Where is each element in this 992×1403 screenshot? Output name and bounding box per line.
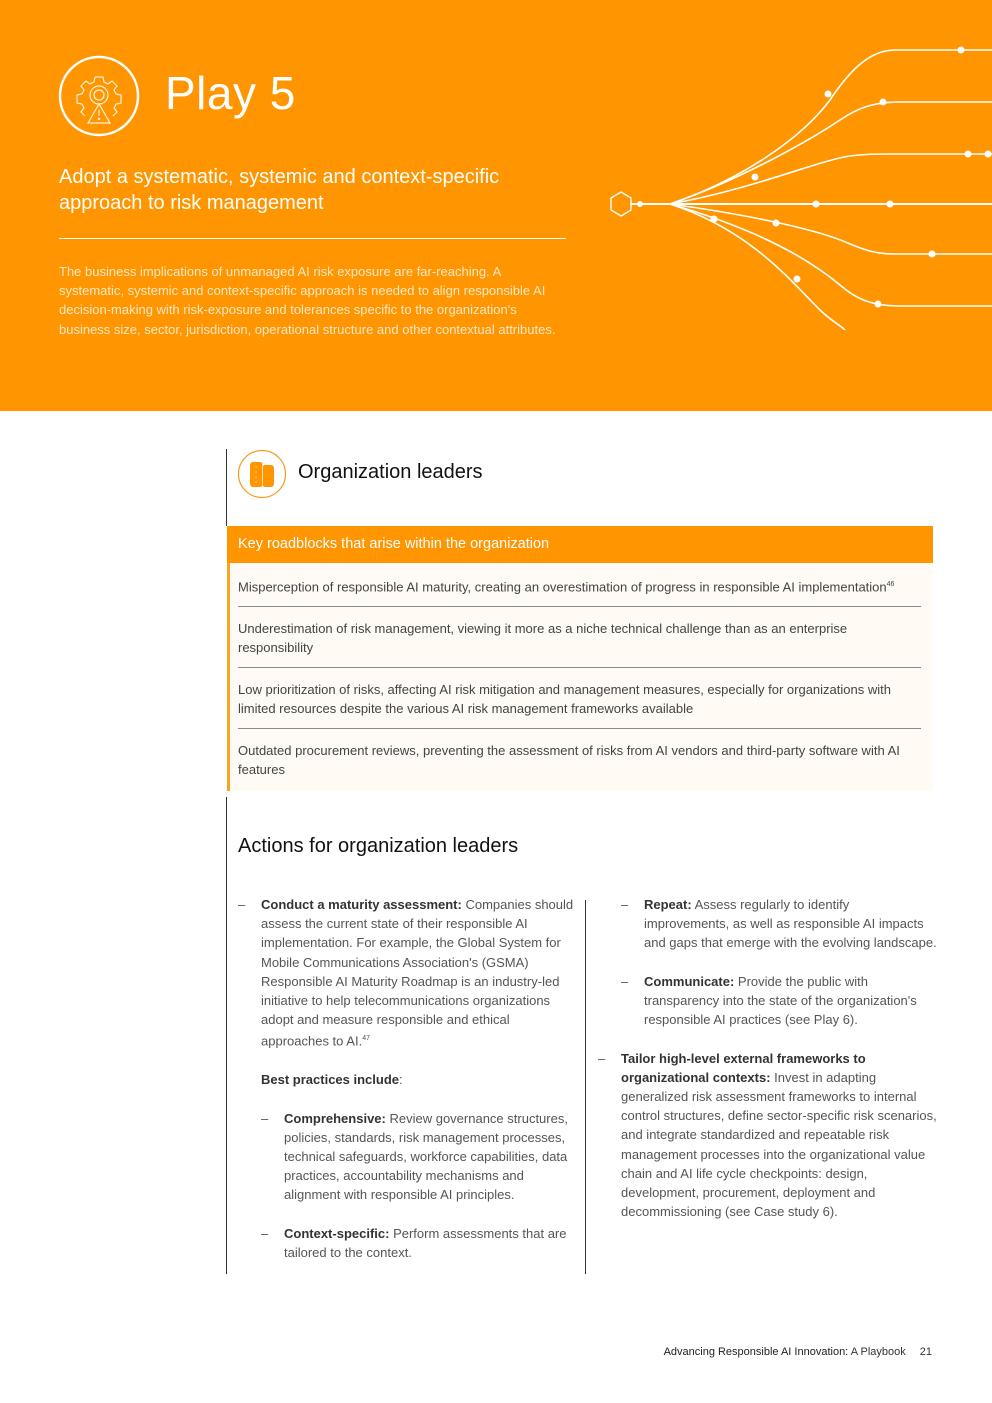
roadblock-item (238, 668, 921, 729)
best-practices-colon: : (399, 1072, 403, 1088)
actions-column-right (598, 895, 938, 1221)
audience-title: Organization leaders (298, 461, 483, 483)
footnote-ref[interactable]: 47 (362, 1035, 370, 1043)
hero-banner (0, 0, 992, 411)
practice-lead: Communicate: (644, 973, 735, 989)
practice-item (261, 1224, 578, 1262)
best-practices-heading: Best practices include (261, 1072, 399, 1088)
roadblock-text: Low prioritization of risks, affecting AI risk mitigation and management measures, especially for organizations with limited resources despite the various AI risk management frameworks available (238, 682, 891, 717)
hexagon-network-icon (600, 30, 992, 330)
play-subtitle: Adopt a systematic, systemic and context-specific approach to risk management (59, 166, 500, 214)
actions-column-left (238, 895, 578, 1262)
roadblocks-panel (227, 526, 933, 791)
action-item-tailor (598, 1049, 938, 1222)
practice-text: Provide the public with transparency into the state of the organization's responsible AI practices (see Play 6). (644, 973, 917, 1028)
dash-bullet: – (238, 897, 246, 912)
dash-bullet: – (261, 1225, 269, 1241)
practice-text: Review governance structures, policies, standards, risk management processes, technical safeguards, workforce capabilities, data practices, accountability mechanisms and alignment with responsible AI principles. (284, 1110, 568, 1203)
roadblock-text: Misperception of responsible AI maturity, creating an overestimation of progress in responsible AI implementation (238, 579, 887, 595)
footer-title-bold: Advancing Responsible AI Innovation: (663, 1346, 849, 1358)
dash-bullet: – (598, 1050, 606, 1066)
roadblock-text: Underestimation of risk management, viewing it more as a niche technical challenge than as an enterprise responsibility (238, 621, 848, 656)
practice-lead: Context-specific: (284, 1225, 390, 1241)
best-practices-label (238, 1070, 578, 1089)
column-divider (585, 900, 586, 1274)
roadblocks-header: Key roadblocks that arise within the organization (227, 526, 933, 563)
section-rule (226, 449, 227, 526)
roadblock-text: Outdated procurement reviews, preventing the assessment of risks from AI vendors and third-party software with AI features (238, 743, 900, 778)
dash-bullet: – (261, 1110, 269, 1126)
footer-title-rest: A Playbook (848, 1346, 906, 1358)
roadblock-item (238, 563, 921, 607)
section-rule (226, 797, 227, 1274)
practice-item (621, 895, 938, 953)
practice-item (621, 972, 938, 1030)
footnote-ref[interactable]: 46 (886, 581, 895, 588)
practice-lead: Repeat: (644, 897, 692, 912)
hero-intro-text: The business implications of unmanaged AI risk exposure are far-reaching. A systematic, systemic and context-specific approach is needed to align responsible AI decision-making with risk-exposure and tolerances specific to the organization's business size, sector, jurisdiction, operational structure and other contextual attributes. (59, 264, 556, 337)
hero-divider (59, 238, 566, 239)
practice-text: Assess regularly to identify improvements, as well as responsible AI impacts and gaps that emerge with the evolving landscape. (644, 897, 937, 951)
actions-title: Actions for organization leaders (238, 835, 519, 857)
page-footer (664, 1346, 932, 1358)
practice-item (261, 1109, 578, 1205)
action-item-maturity (238, 895, 578, 1051)
dash-bullet: – (621, 897, 629, 912)
action-text: Companies should assess the current state of their responsible AI implementation. For example, the Global System for Mobile Communications Association's (GSMA) Responsible AI Maturity Roadmap is an industry-led initiative to help telecommunications organizations adopt and measure responsible and ethical approaches to AI. (261, 897, 574, 1049)
gear-warning-icon (58, 55, 140, 137)
roadblocks-list (227, 563, 933, 791)
practice-lead: Comprehensive: (284, 1110, 386, 1126)
roadblock-item (238, 729, 921, 791)
action-lead: Tailor high-level external frameworks to organizational contexts: (621, 1050, 866, 1085)
action-lead: Conduct a maturity assessment: (261, 897, 462, 912)
action-text: Invest in adapting generalized risk assessment frameworks to internal control structures, define sector-specific risk scenarios, and integrate standardized and repeatable risk management processes into the organizational value chain and AI life cycle checkpoints: design, development, procurement, deployment and decommissioning (see Case study 6). (621, 1069, 937, 1220)
buildings-icon (237, 449, 287, 499)
play-title: Play 5 (165, 67, 296, 119)
practice-text: Perform assessments that are tailored to the context. (284, 1225, 567, 1260)
roadblock-item (238, 607, 921, 668)
dash-bullet: – (621, 973, 629, 989)
page-number: 21 (919, 1346, 932, 1358)
